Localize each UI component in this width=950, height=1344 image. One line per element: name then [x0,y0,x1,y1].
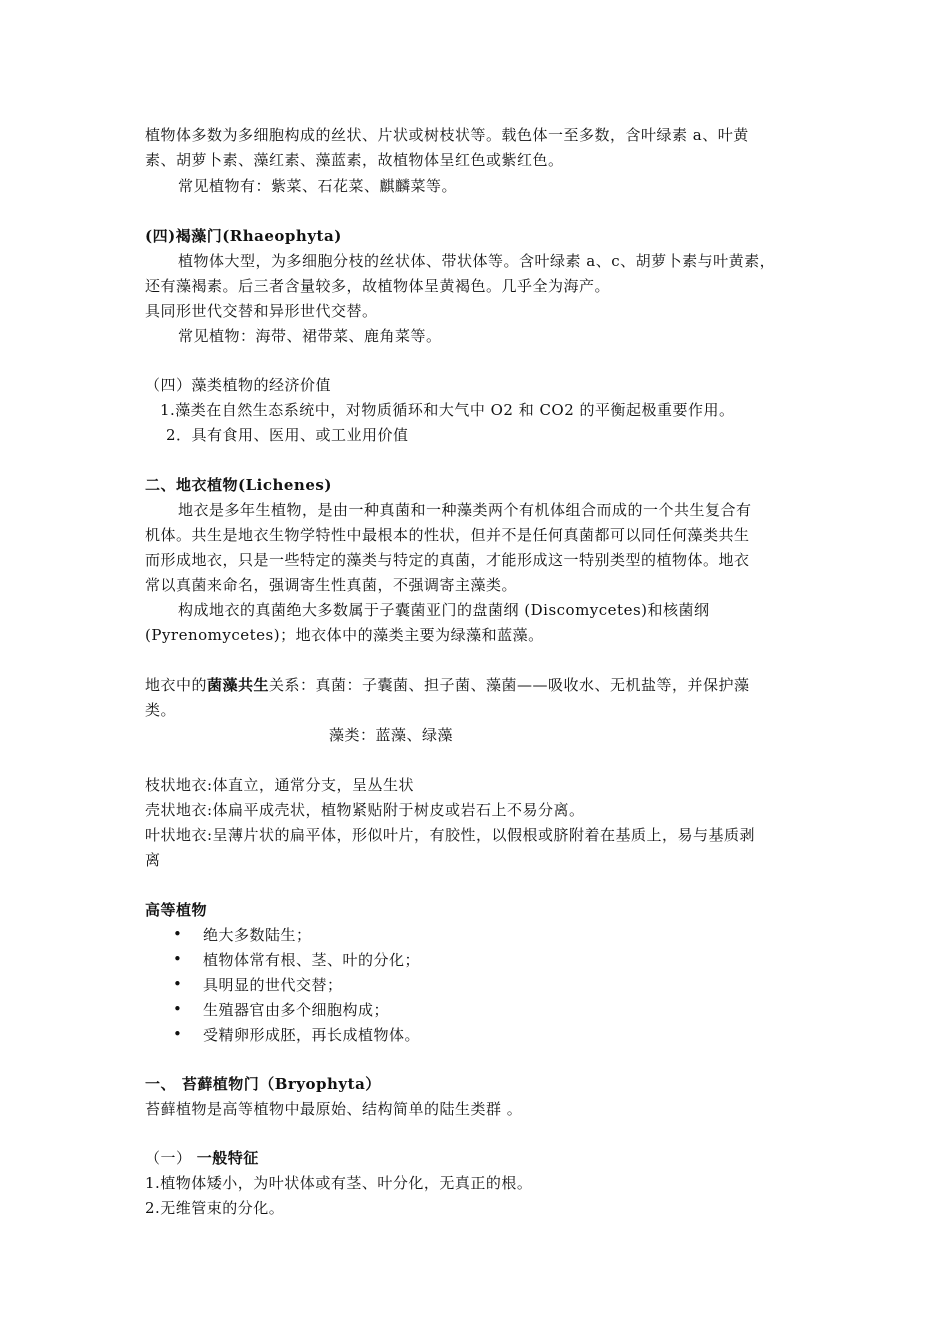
brown-algae-line-2: 还有藻褐素。后三者含量较多，故植物体呈黄褐色。几乎全为海产。 [145,277,611,295]
general-features-heading [145,1148,259,1168]
symbiosis-fungi: 关系：真菌：子囊菌、担子菌、藻菌——吸收水、无机盐等，并保护藻 [269,676,750,694]
symbiosis-term: 菌藻共生 [207,676,270,694]
lichens-p1-line-2: 机体。共生是地衣生物学特性中最根本的性状，但并不是任何真菌都可以同任何藻类共生 [145,526,750,544]
symbiosis-prefix: 地衣中的 [145,676,208,694]
bullet-glyph: • [173,925,183,943]
feature-item-2: 2.无维管束的分化。 [145,1199,285,1217]
brown-algae-heading: (四)褐藻门(Rhaeophyta) [145,227,342,245]
lichens-p1-line-3: 而形成地衣，只是一些特定的藻类与特定的真菌，才能形成这一特别类型的植物体。地衣 [145,551,750,569]
crustose-lichen: 壳状地衣:体扁平成壳状，植物紧贴附于树皮或岩石上不易分离。 [145,801,585,819]
feature-item-1: 1.植物体矮小，为叶状体或有茎、叶分化，无真正的根。 [145,1174,533,1192]
bryophyta-intro: 苔藓植物是高等植物中最原始、结构简单的陆生类群 。 [145,1100,523,1118]
list-item: 植物体常有根、茎、叶的分化； [203,951,421,969]
general-features-title: 一般特征 [196,1149,259,1167]
list-item: 受精卵形成胚，再长成植物体。 [203,1026,421,1044]
bryophyta-heading: 一、 苔藓植物门（Bryophyta） [145,1075,381,1093]
list-item: 生殖器官由多个细胞构成； [203,1001,390,1019]
symbiosis-line-2: 类。 [145,701,177,719]
economic-item-2: 2．具有食用、医用、或工业用价值 [166,426,409,444]
foliose-lichen-line-2: 离 [145,851,161,869]
brown-algae-line-1: 植物体大型，为多细胞分枝的丝状体、带状体等。含叶绿素 a、c、胡萝卜素与叶黄素， [178,252,776,270]
brown-algae-common: 常见植物：海带、裙带菜、鹿角菜等。 [178,327,442,345]
bullet-glyph: • [173,950,183,968]
red-algae-common: 常见植物有：紫菜、石花菜、麒麟菜等。 [178,177,458,195]
symbiosis-line-1 [145,675,750,695]
higher-plants-heading: 高等植物 [145,901,208,919]
bullet-glyph: • [173,975,183,993]
symbiosis-algae: 藻类：蓝藻、绿藻 [329,726,454,744]
fruticose-lichen: 枝状地衣:体直立，通常分支，呈丛生状 [145,776,415,794]
bullet-glyph: • [173,1025,183,1043]
general-features-number: （一） [145,1149,197,1167]
foliose-lichen-line-1: 叶状地衣:呈薄片状的扁平体，形似叶片，有胶性，以假根或脐附着在基质上，易与基质剥 [145,826,756,844]
red-algae-line-1: 植物体多数为多细胞构成的丝状、片状或树枝状等。载色体一至多数，含叶绿素 a、叶黄 [145,126,749,144]
red-algae-line-2: 素、胡萝卜素、藻红素、藻蓝素，故植物体呈红色或紫红色。 [145,151,564,169]
lichens-p1-line-4: 常以真菌来命名，强调寄生性真菌，不强调寄主藻类。 [145,576,518,594]
lichens-p2-line-2: (Pyrenomycetes)；地衣体中的藻类主要为绿藻和蓝藻。 [145,626,544,644]
list-item: 具明显的世代交替； [203,976,343,994]
brown-algae-line-3: 具同形世代交替和异形世代交替。 [145,302,378,320]
economic-item-1: 1.藻类在自然生态系统中，对物质循环和大气中 O2 和 CO2 的平衡起极重要作用。 [160,401,735,419]
lichens-p2-line-1: 构成地衣的真菌绝大多数属于子囊菌亚门的盘菌纲 (Discomycetes)和核菌纲 [178,601,710,619]
lichens-p1-line-1: 地衣是多年生植物，是由一种真菌和一种藻类两个有机体组合而成的一个共生复合有 [178,501,752,519]
lichens-heading: 二、地衣植物(Lichenes) [145,476,332,494]
bullet-glyph: • [173,1000,183,1018]
economic-value-heading: （四）藻类植物的经济价值 [145,376,332,394]
list-item: 绝大多数陆生； [203,926,312,944]
